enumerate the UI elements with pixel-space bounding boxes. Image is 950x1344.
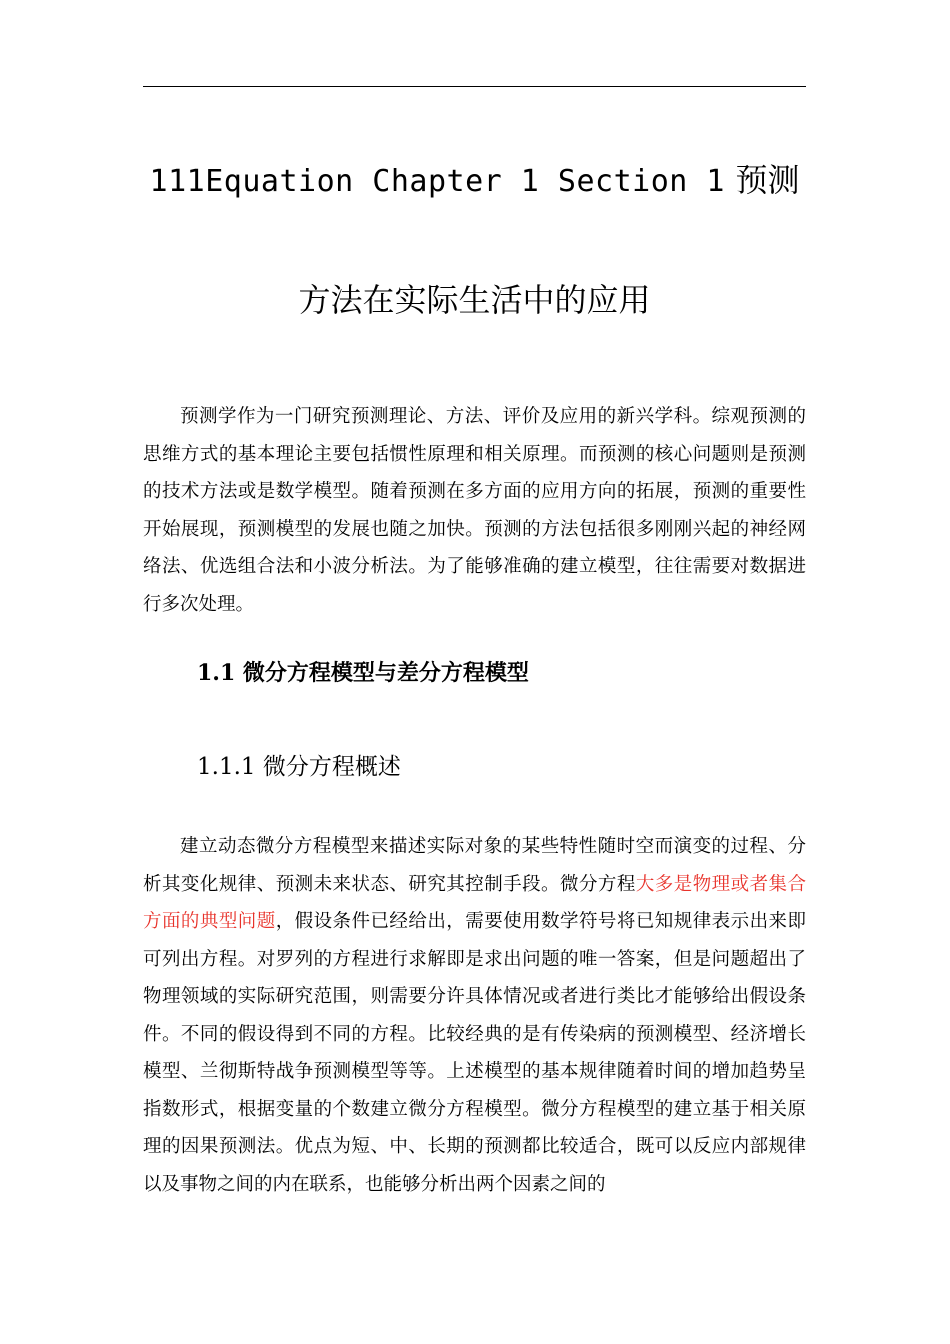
document-title-line2: 方法在实际生活中的应用	[298, 281, 651, 319]
body-text-before: 建立动态微分方程模型来描述实际对象的某些特性随时空而演变的过程、分析其变化规律、预测未来状态、研究其控制手段。微分方程	[143, 836, 806, 895]
document-title-line1	[143, 158, 806, 204]
header-rule	[143, 86, 806, 87]
section-heading: 1.1 微分方程模型与差分方程模型	[197, 660, 529, 686]
intro-paragraph: 预测学作为一门研究预测理论、方法、评价及应用的新兴学科。综观预测的思维方式的基本理论主要包括惯性原理和相关原理。而预测的核心问题则是预测的技术方法或是数学模型。随着预测在多方面的应用方向的拓展，预测的重要性开始展现，预测模型的发展也随之加快。预测的方法包括很多刚刚兴起的神经网络法、优选组合法和小波分析法。为了能够准确的建立模型，往往需要对数据进行多次处理。	[143, 406, 806, 615]
title-word: 预测	[735, 161, 800, 199]
subsection-heading: 1.1.1 微分方程概述	[197, 754, 401, 780]
highlighted-text: 大多是物理或者集合方面的典型问题	[143, 873, 806, 932]
equation-field-code: 111Equation Chapter 1 Section 1	[149, 164, 725, 199]
body-paragraph	[143, 828, 806, 1203]
body-text-after: ，假设条件已经给出，需要使用数学符号将已知规律表示出来即可列出方程。对罗列的方程进行求解即是求出问题的唯一答案，但是问题超出了物理领域的实际研究范围，则需要分许具体情况或者进行类比才能够给出假设条件。不同的假设得到不同的方程。比较经典的是有传染病的预测模型、经济增长模型、兰彻斯特战争预测模型等等。上述模型的基本规律随着时间的增加趋势呈指数形式，根据变量的个数建立微分方程模型。微分方程模型的建立基于相关原理的因果预测法。优点为短、中、长期的预测都比较适合，既可以反应内部规律以及事物之间的内在联系，也能够分析出两个因素之间的	[143, 911, 806, 1195]
